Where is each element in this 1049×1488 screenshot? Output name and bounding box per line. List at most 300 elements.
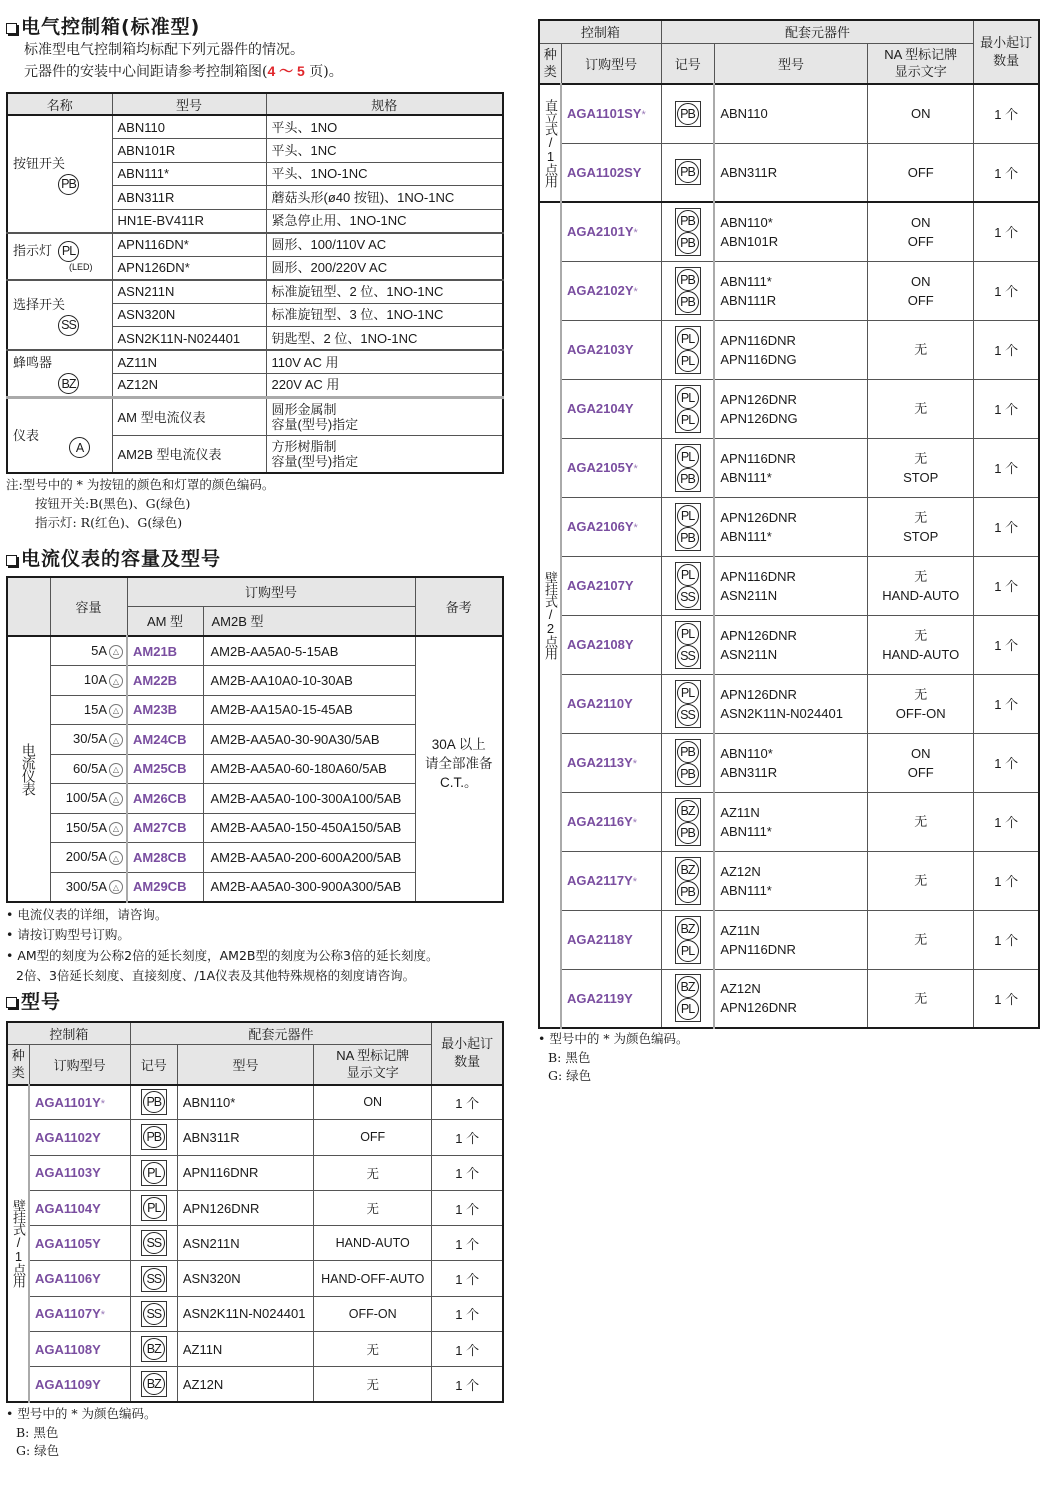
symbol-ss-icon: SS (677, 586, 699, 608)
am2b-order-code: AM2B-AA15A0-15-45AB (203, 695, 415, 725)
component-name-cell (7, 280, 112, 351)
order-code-cell[interactable] (29, 1226, 130, 1261)
table-row (539, 379, 1039, 438)
capacity-value: 200/5A (65, 849, 107, 865)
order-code: AGA1106Y (35, 1271, 101, 1287)
am2b-order-code: AM2B-AA10A0-10-30AB (203, 666, 415, 696)
capacity-cell (50, 695, 127, 725)
col-header-name: 名称 (7, 93, 112, 115)
table-row (7, 1120, 503, 1155)
symbol-box (675, 739, 701, 787)
na-text-cell: ON (314, 1085, 432, 1120)
min-qty-cell: 1 个 (974, 910, 1039, 969)
na-line: ON (910, 214, 931, 230)
intro-line-2 (24, 61, 504, 83)
order-code: AGA1108Y (35, 1341, 101, 1357)
component-name-cell (7, 350, 112, 397)
symbol-cell (130, 1120, 177, 1155)
am-order-code[interactable]: AM29CB (127, 872, 203, 902)
spec-cell: 标准旋钮型、3 位、1NO-1NC (266, 303, 503, 327)
table-row (539, 615, 1039, 674)
spec-cell: 110V AC 用 (266, 350, 503, 374)
am-order-code[interactable]: AM25CB (127, 754, 203, 784)
symbol-box (675, 680, 701, 728)
model-line: ABN110* (720, 745, 773, 761)
symbol-pl-icon: PL (677, 564, 699, 586)
cert-mark-icon: △ (109, 792, 123, 806)
min-qty-cell: 1 个 (974, 615, 1039, 674)
color-code-star: * (632, 817, 638, 829)
model-line: ABN110 (720, 106, 768, 122)
led-label: (LED) (69, 261, 93, 272)
symbol-pl-icon: PL (677, 940, 699, 962)
symbol-box (675, 798, 701, 846)
na-text-cell: 无 (314, 1190, 432, 1225)
spec-cell: 平头、1NO (266, 115, 503, 139)
symbol-pl-icon: PL (143, 1162, 165, 1184)
spec-cell: 圆形金属制 容量(型号)指定 (266, 397, 503, 435)
notes-models (6, 1405, 504, 1461)
na-line: 无 (914, 450, 928, 466)
order-code-cell[interactable] (561, 615, 661, 674)
col-header-box: 控制箱 (539, 20, 661, 43)
order-code-cell[interactable] (561, 261, 661, 320)
model-line: ABN311R (720, 164, 778, 180)
col-header-parts: 配套元器件 (661, 20, 974, 43)
note-line: 按钮开关:B(黑色)、G(绿色) (35, 496, 191, 511)
symbol-pl-icon: PL (143, 1197, 165, 1219)
col-header-order: 订购型号 (561, 43, 661, 84)
model-cell (714, 497, 867, 556)
symbol-cell (661, 792, 714, 851)
order-code-cell[interactable] (561, 320, 661, 379)
am2b-order-code: AM2B-AA5A0-150-450A150/5AB (203, 813, 415, 843)
symbol-cell (661, 320, 714, 379)
order-code-cell[interactable] (29, 1155, 130, 1190)
intro-line-2a: 元器件的安装中心间距请参考控制箱图( (24, 64, 268, 80)
color-code-star: * (641, 109, 646, 122)
col-header-parts: 配套元器件 (130, 1022, 432, 1045)
capacity-value: 10A (83, 672, 107, 688)
order-code-cell[interactable] (561, 202, 661, 261)
capacity-cell (50, 636, 127, 666)
symbol-cell (661, 674, 714, 733)
model-cell: ASN211N (112, 280, 266, 304)
symbol-box (675, 916, 701, 964)
model-cell (714, 615, 867, 674)
order-code-cell[interactable] (561, 910, 661, 969)
order-code-cell[interactable] (561, 438, 661, 497)
standing-wall-2point-table (538, 19, 1040, 1029)
model-line: APN116DNR (720, 941, 796, 957)
cert-mark-icon: △ (109, 880, 123, 894)
cert-mark-icon: △ (109, 704, 123, 718)
min-qty-cell: 1 个 (432, 1120, 503, 1155)
am2b-order-code: AM2B-AA5A0-30-90A30/5AB (203, 725, 415, 755)
order-code-cell[interactable] (561, 792, 661, 851)
col-header-model: 型号 (714, 43, 867, 84)
page-reference-link[interactable]: 4 ～ 5 (267, 63, 305, 79)
spec-cell: 标准旋钮型、2 位、1NO-1NC (266, 280, 503, 304)
model-cell: APN116DN* (112, 233, 266, 257)
table-row (539, 851, 1039, 910)
symbol-pb-icon: PB (677, 527, 699, 549)
na-line: HAND-AUTO (882, 646, 960, 662)
symbol-pl-icon: PL (677, 505, 699, 527)
symbol-box (141, 1124, 167, 1150)
table-row (7, 1085, 503, 1120)
order-code: AGA2104Y (567, 401, 634, 416)
symbol-bz-icon: BZ (677, 859, 699, 881)
note-line: G: 绿色 (548, 1068, 592, 1083)
na-text-cell: HAND-AUTO (314, 1226, 432, 1261)
na-line: STOP (903, 469, 939, 485)
col-header-box: 控制箱 (7, 1022, 130, 1045)
symbol-cell (130, 1332, 177, 1367)
capacity-cell (50, 754, 127, 784)
symbol-box (675, 503, 701, 551)
model-cell: ASN320N (177, 1261, 313, 1296)
symbol-pl-icon: PL (677, 350, 699, 372)
am2b-order-code: AM2B-AA5A0-5-15AB (203, 636, 415, 666)
am-order-code[interactable]: AM27CB (127, 813, 203, 843)
na-text-cell (868, 84, 974, 143)
notes-models-right (538, 1030, 1040, 1086)
table-row (7, 233, 503, 257)
min-qty-cell: 1 个 (432, 1085, 503, 1120)
color-code-star: * (632, 876, 638, 888)
model-line: APN116DNR (720, 332, 796, 348)
table-row (7, 397, 503, 435)
symbol-box (675, 101, 701, 127)
symbol-pb-icon: PB (677, 103, 699, 125)
symbol-ss-icon: SS (677, 704, 699, 726)
standard-components-table (6, 92, 504, 474)
component-name-wrap (13, 153, 107, 195)
col-header-order: 订购型号 (127, 577, 415, 606)
model-line: ABN111* (720, 273, 772, 289)
table-row (539, 143, 1039, 202)
symbol-box (141, 1301, 167, 1327)
model-cell: APN126DNR (177, 1190, 313, 1225)
min-qty-cell: 1 个 (432, 1332, 503, 1367)
order-code-cell[interactable] (561, 497, 661, 556)
table-row (539, 910, 1039, 969)
symbol-box (675, 621, 701, 669)
table-row (539, 202, 1039, 261)
category-label: 壁挂式/1点用 (11, 1199, 27, 1288)
order-code: AGA1104Y (35, 1200, 101, 1216)
order-code: AGA1102Y (35, 1129, 101, 1145)
model-cell: ABN110 (112, 115, 266, 139)
category-label: 直立式/1点用 (543, 99, 559, 187)
spec-cell: 蘑菇头形(ø40 按钮)、1NO-1NC (266, 186, 503, 210)
order-code-cell[interactable] (29, 1367, 130, 1402)
notes-standard (6, 475, 504, 532)
am-order-code[interactable]: AM21B (127, 636, 203, 666)
model-cell: ASN2K11N-N024401 (112, 327, 266, 351)
order-code-cell[interactable] (561, 556, 661, 615)
order-code: AGA2113Y (567, 755, 633, 770)
table-row (7, 1367, 503, 1402)
model-line: ABN111* (720, 882, 772, 898)
remark-text: 30A 以上 请全部准备 C.T.。 (425, 737, 493, 791)
col-header-symbol: 记号 (130, 1045, 177, 1085)
color-code-star: * (633, 463, 638, 475)
na-text-cell: 无 (314, 1155, 432, 1190)
color-code-star: * (633, 286, 638, 298)
model-line: ABN110* (720, 214, 773, 230)
order-code-cell[interactable] (29, 1296, 130, 1331)
model-cell (714, 792, 867, 851)
model-cell: ABN311R (177, 1120, 313, 1155)
col-header-blank (7, 577, 50, 636)
category-cell (539, 84, 561, 202)
table-row (539, 674, 1039, 733)
component-name-cell (7, 233, 112, 280)
symbol-cell (130, 1155, 177, 1190)
note-line: • 型号中的 * 为颜色编码。 (6, 1406, 157, 1422)
order-code-cell[interactable] (561, 143, 661, 202)
am-order-code[interactable]: AM24CB (127, 725, 203, 755)
table-row (539, 792, 1039, 851)
symbol-wrap (13, 174, 107, 195)
note-line: B: 黑色 (548, 1049, 591, 1065)
na-line: 无 (914, 568, 928, 584)
symbol-box (675, 159, 701, 185)
col-header-am2b: AM2B 型 (203, 606, 415, 636)
component-name-wrap (13, 240, 107, 272)
order-code-cell[interactable] (29, 1261, 130, 1296)
order-code-cell[interactable] (561, 969, 661, 1028)
min-qty-cell: 1 个 (974, 497, 1039, 556)
model-cell: AM 型电流仪表 (112, 397, 266, 435)
capacity-cell (50, 813, 127, 843)
spec-cell: 平头、1NO-1NC (266, 162, 503, 186)
na-text-cell: HAND-OFF-AUTO (314, 1261, 432, 1296)
right-column (538, 19, 1040, 1086)
symbol-cell (661, 556, 714, 615)
symbol-ss-icon: SS (58, 315, 79, 336)
model-cell: AM2B 型电流仪表 (112, 435, 266, 473)
color-code-star: * (633, 522, 638, 534)
component-name-wrap (13, 425, 107, 455)
section-title-ammeter (6, 546, 504, 572)
na-text-cell: 无 (314, 1332, 432, 1367)
model-cell: APN126DN* (112, 256, 266, 280)
category-cell (7, 1085, 29, 1403)
na-line: OFF-ON (895, 705, 946, 721)
intro-line-2b: 页)。 (304, 64, 343, 80)
min-qty-cell: 1 个 (974, 792, 1039, 851)
note-line: • 请按订购型号订购。 (6, 927, 130, 942)
symbol-box (141, 1336, 167, 1362)
model-cell: HN1E-BV411R (112, 209, 266, 233)
na-text-cell (868, 379, 974, 438)
symbol-box (141, 1371, 167, 1397)
symbol-cell (130, 1085, 177, 1120)
am-order-code[interactable]: AM23B (127, 695, 203, 725)
order-code-cell[interactable] (561, 674, 661, 733)
model-line: APN116DNG (720, 351, 797, 367)
model-cell: AZ11N (177, 1332, 313, 1367)
symbol-pl-icon: PL (58, 241, 79, 262)
note-line: 注:型号中的 * 为按钮的颜色和灯罩的颜色编码。 (6, 477, 275, 492)
symbol-box (141, 1230, 167, 1256)
capacity-cell (50, 843, 127, 873)
min-qty-cell: 1 个 (974, 261, 1039, 320)
model-line: ABN111* (720, 823, 772, 839)
model-cell (714, 851, 867, 910)
spec-cell: 钥匙型、2 位、1NO-1NC (266, 327, 503, 351)
symbol-pb-icon: PB (143, 1091, 165, 1113)
min-qty-cell: 1 个 (432, 1261, 503, 1296)
square-bullet-icon (6, 23, 17, 34)
order-code: AGA1109Y (35, 1376, 101, 1392)
symbol-box (675, 208, 701, 256)
table-row (539, 84, 1039, 143)
na-text-cell (868, 910, 974, 969)
order-code-cell[interactable] (561, 851, 661, 910)
model-line: AZ12N (720, 981, 761, 997)
model-line: ABN111* (720, 528, 772, 544)
model-line: ABN111* (720, 469, 772, 485)
am-order-code[interactable]: AM22B (127, 666, 203, 696)
na-line: 无 (914, 686, 928, 702)
component-name-wrap (13, 294, 107, 336)
symbol-box (675, 562, 701, 610)
symbol-pb-icon: PB (677, 741, 699, 763)
order-code: AGA2108Y (567, 637, 634, 652)
capacity-cell (50, 784, 127, 814)
symbol-cell (661, 910, 714, 969)
model-line: APN126DNR (720, 627, 797, 643)
na-text-cell (868, 733, 974, 792)
category-label: 电流仪表 (20, 742, 37, 795)
am2b-order-code: AM2B-AA5A0-300-900A300/5AB (203, 872, 415, 902)
min-qty-cell: 1 个 (432, 1155, 503, 1190)
order-code-cell[interactable] (561, 379, 661, 438)
model-cell (714, 733, 867, 792)
symbol-cell (661, 851, 714, 910)
spec-cell: 平头、1NC (266, 139, 503, 163)
symbol-bz-icon: BZ (143, 1373, 165, 1395)
capacity-value: 300/5A (65, 878, 107, 894)
na-text-cell (868, 261, 974, 320)
table-row (539, 969, 1039, 1028)
am-order-code[interactable]: AM28CB (127, 843, 203, 873)
symbol-box (141, 1160, 167, 1186)
min-qty-cell: 1 个 (974, 969, 1039, 1028)
table-row (7, 1226, 503, 1261)
section-title-standard-box (6, 14, 504, 40)
min-qty-cell: 1 个 (974, 320, 1039, 379)
min-qty-cell: 1 个 (974, 556, 1039, 615)
na-text-cell: 无 (314, 1367, 432, 1402)
left-column (6, 14, 504, 1461)
table-row (7, 1296, 503, 1331)
model-line: APN116DNR (720, 450, 796, 466)
model-line: AZ12N (720, 863, 761, 879)
model-line: ABN111R (720, 292, 777, 308)
section-title-models (6, 989, 504, 1015)
na-line: 无 (914, 873, 928, 888)
model-cell (714, 320, 867, 379)
component-name-wrap (13, 352, 107, 394)
symbol-pl-icon: PL (677, 387, 699, 409)
order-code-cell[interactable] (29, 1332, 130, 1367)
component-name: 仪表 (13, 427, 40, 443)
na-line: HAND-AUTO (882, 587, 960, 603)
model-line: ASN211N (720, 646, 778, 662)
order-code: AGA2102Y (567, 283, 634, 298)
symbol-cell (661, 733, 714, 792)
capacity-value: 15A (83, 701, 107, 717)
order-code: AGA2118Y (567, 932, 633, 947)
note-line: • 型号中的 * 为颜色编码。 (538, 1031, 689, 1046)
model-cell: ASN2K11N-N024401 (177, 1296, 313, 1331)
model-cell: ASN211N (177, 1226, 313, 1261)
order-code-cell[interactable] (29, 1120, 130, 1155)
model-cell: ASN320N (112, 303, 266, 327)
spec-cell: 方形树脂制 容量(型号)指定 (266, 435, 503, 473)
symbol-pl-icon: PL (677, 623, 699, 645)
model-cell (714, 556, 867, 615)
na-text-cell: OFF (314, 1120, 432, 1155)
capacity-value: 30/5A (73, 731, 107, 747)
model-line: ASN2K11N-N024401 (720, 705, 843, 721)
table-row (7, 1261, 503, 1296)
order-code-cell[interactable] (29, 1085, 130, 1120)
min-qty-cell: 1 个 (974, 851, 1039, 910)
symbol-ss-icon: SS (143, 1268, 165, 1290)
na-text-cell (868, 674, 974, 733)
note-line: 指示灯: R(红色)、G(绿色) (35, 515, 183, 530)
symbol-pl-icon: PL (677, 328, 699, 350)
order-code-cell[interactable] (561, 733, 661, 792)
symbol-cell (661, 143, 714, 202)
title-text: 型号 (21, 990, 62, 1013)
min-qty-cell: 1 个 (974, 438, 1039, 497)
ammeter-table (6, 576, 504, 903)
capacity-value: 5A (91, 643, 107, 659)
symbol-box (141, 1195, 167, 1221)
col-header-minqty: 最小起订 数量 (432, 1022, 503, 1085)
model-line: APN126DNR (720, 1000, 797, 1016)
table-row (539, 556, 1039, 615)
min-qty-cell: 1 个 (974, 674, 1039, 733)
symbol-cell (130, 1296, 177, 1331)
symbol-cell (661, 379, 714, 438)
model-cell (714, 969, 867, 1028)
order-code-cell[interactable] (561, 84, 661, 143)
model-cell (714, 84, 867, 143)
symbol-pb-icon: PB (143, 1126, 165, 1148)
capacity-cell (50, 872, 127, 902)
am-order-code[interactable]: AM26CB (127, 784, 203, 814)
model-cell: ABN111* (112, 162, 266, 186)
order-code: AGA1102SY (567, 164, 642, 180)
model-cell: AZ11N (112, 350, 266, 374)
spec-cell: 圆形、200/220V AC (266, 256, 503, 280)
symbol-pb-icon: PB (677, 269, 699, 291)
na-line: 无 (914, 342, 928, 357)
order-code-cell[interactable] (29, 1190, 130, 1225)
spec-cell: 圆形、100/110V AC (266, 233, 503, 257)
symbol-ss-icon: SS (143, 1232, 165, 1254)
symbol-box (675, 974, 701, 1022)
na-line: ON (910, 273, 931, 289)
